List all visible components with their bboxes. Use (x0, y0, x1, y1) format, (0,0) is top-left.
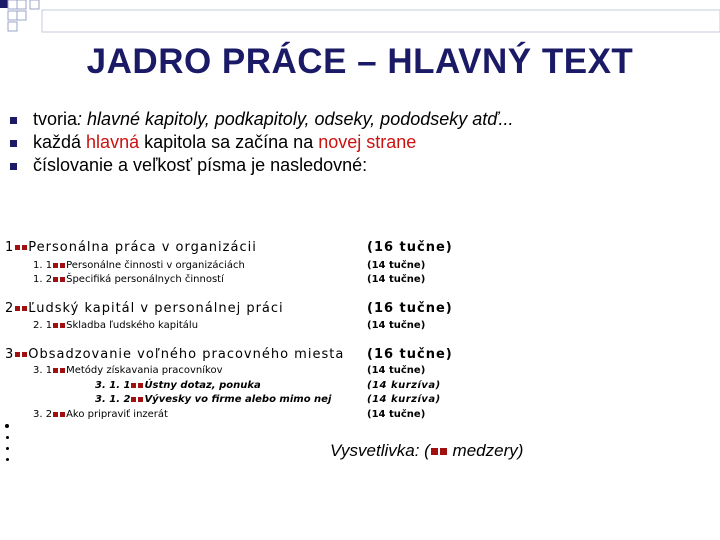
dot-icon (6, 447, 9, 450)
toc-row (33, 260, 245, 271)
toc-number: 2 (5, 301, 15, 316)
toc-row (33, 320, 198, 331)
spacer-square-icon (53, 368, 58, 373)
spacer-square-icon (15, 352, 20, 357)
square-bullet-icon (10, 117, 17, 124)
toc-label: Ľudský kapitál v personálnej práci (28, 301, 284, 316)
toc-note: (14 tučne) (367, 365, 426, 376)
spacer-square-icon (138, 397, 143, 402)
bullet-highlight: hlavná (86, 132, 140, 152)
toc-row (33, 409, 168, 420)
spacer-square-icon (431, 448, 438, 455)
toc-number: 3. 2 (33, 409, 53, 420)
spacer-square-icon (53, 263, 58, 268)
dot-icon (6, 436, 9, 439)
toc-label: Špecifiká personálnych činností (66, 274, 224, 285)
bullet-text: číslovanie a veľkosť písma je nasledovné: (33, 155, 368, 175)
slide-title: JADRO PRÁCE – HLAVNÝ TEXT (86, 42, 634, 81)
spacer-square-icon (131, 383, 136, 388)
spacer-square-icon (15, 245, 20, 250)
toc-label: Personálne činnosti v organizáciách (66, 260, 245, 271)
toc-note: (16 tučne) (367, 347, 453, 362)
dot-icon (5, 424, 9, 428)
spacer-square-icon (22, 245, 27, 250)
toc-note: (14 kurzíva) (367, 394, 441, 405)
toc-number: 1. 2 (33, 274, 53, 285)
spacer-square-icon (53, 412, 58, 417)
toc-label: Ústny dotaz, ponuka (144, 380, 261, 391)
square-bullet-icon (10, 140, 17, 147)
spacer-square-icon (60, 323, 65, 328)
toc-label: Metódy získavania pracovníkov (66, 365, 223, 376)
toc-number: 3. 1. 2 (95, 394, 131, 405)
bullet-middle: kapitola sa začína na (139, 132, 319, 152)
toc-note: (16 tučne) (367, 301, 453, 316)
spacer-square-icon (60, 412, 65, 417)
toc-number: 3 (5, 347, 15, 362)
spacer-square-icon (15, 306, 20, 311)
legend-before: Vysvetlivka: ( (330, 441, 430, 460)
spacer-square-icon (53, 323, 58, 328)
spacer-square-icon (60, 263, 65, 268)
toc-number: 1. 1 (33, 260, 53, 271)
ellipsis-dots (5, 424, 9, 469)
toc-row (33, 365, 223, 376)
toc-number: 3. 1 (33, 365, 53, 376)
toc-note: (14 tučne) (367, 260, 426, 271)
toc-note: (14 kurzíva) (367, 380, 441, 391)
toc-number: 2. 1 (33, 320, 53, 331)
bullet-text (33, 131, 416, 154)
toc-number: 3. 1. 1 (95, 380, 131, 391)
toc-note: (14 tučne) (367, 409, 426, 420)
toc-row (33, 274, 224, 285)
square-bullet-icon (10, 163, 17, 170)
spacer-square-icon (53, 277, 58, 282)
toc-number: 1 (5, 240, 15, 255)
bullet-highlight: novej strane (318, 132, 417, 152)
legend-after: medzery) (447, 441, 524, 460)
bullet-rest: : hlavné kapitoly, podkapitoly, odseky, pododseky atď... (77, 109, 514, 129)
spacer-square-icon (131, 397, 136, 402)
spacer-square-icon (60, 368, 65, 373)
toc-label: Skladba ľudského kapitálu (66, 320, 199, 331)
spacer-square-icon (440, 448, 447, 455)
toc-label: Vývesky vo firme alebo mimo nej (144, 394, 332, 405)
toc-label: Obsadzovanie voľného pracovného miesta (28, 347, 345, 362)
spacer-square-icon (138, 383, 143, 388)
toc-row (5, 347, 344, 362)
toc-label: Ako pripraviť inzerát (66, 409, 168, 420)
spacer-square-icon (22, 306, 27, 311)
bullet-lead: tvoria (33, 109, 78, 129)
toc-row (5, 301, 284, 316)
toc-note: (14 tučne) (367, 320, 426, 331)
toc-row (95, 380, 261, 391)
bullet-before: každá (33, 132, 87, 152)
dot-icon (6, 458, 9, 461)
spacer-square-icon (60, 277, 65, 282)
spacer-square-icon (22, 352, 27, 357)
toc-note: (16 tučne) (367, 240, 453, 255)
bullet-text (33, 108, 514, 131)
corner-squares-graphic (0, 0, 720, 40)
toc-row (95, 394, 331, 405)
legend-note (330, 441, 523, 461)
toc-note: (14 tučne) (367, 274, 426, 285)
toc-label: Personálna práca v organizácii (28, 240, 257, 255)
toc-row (5, 240, 257, 255)
